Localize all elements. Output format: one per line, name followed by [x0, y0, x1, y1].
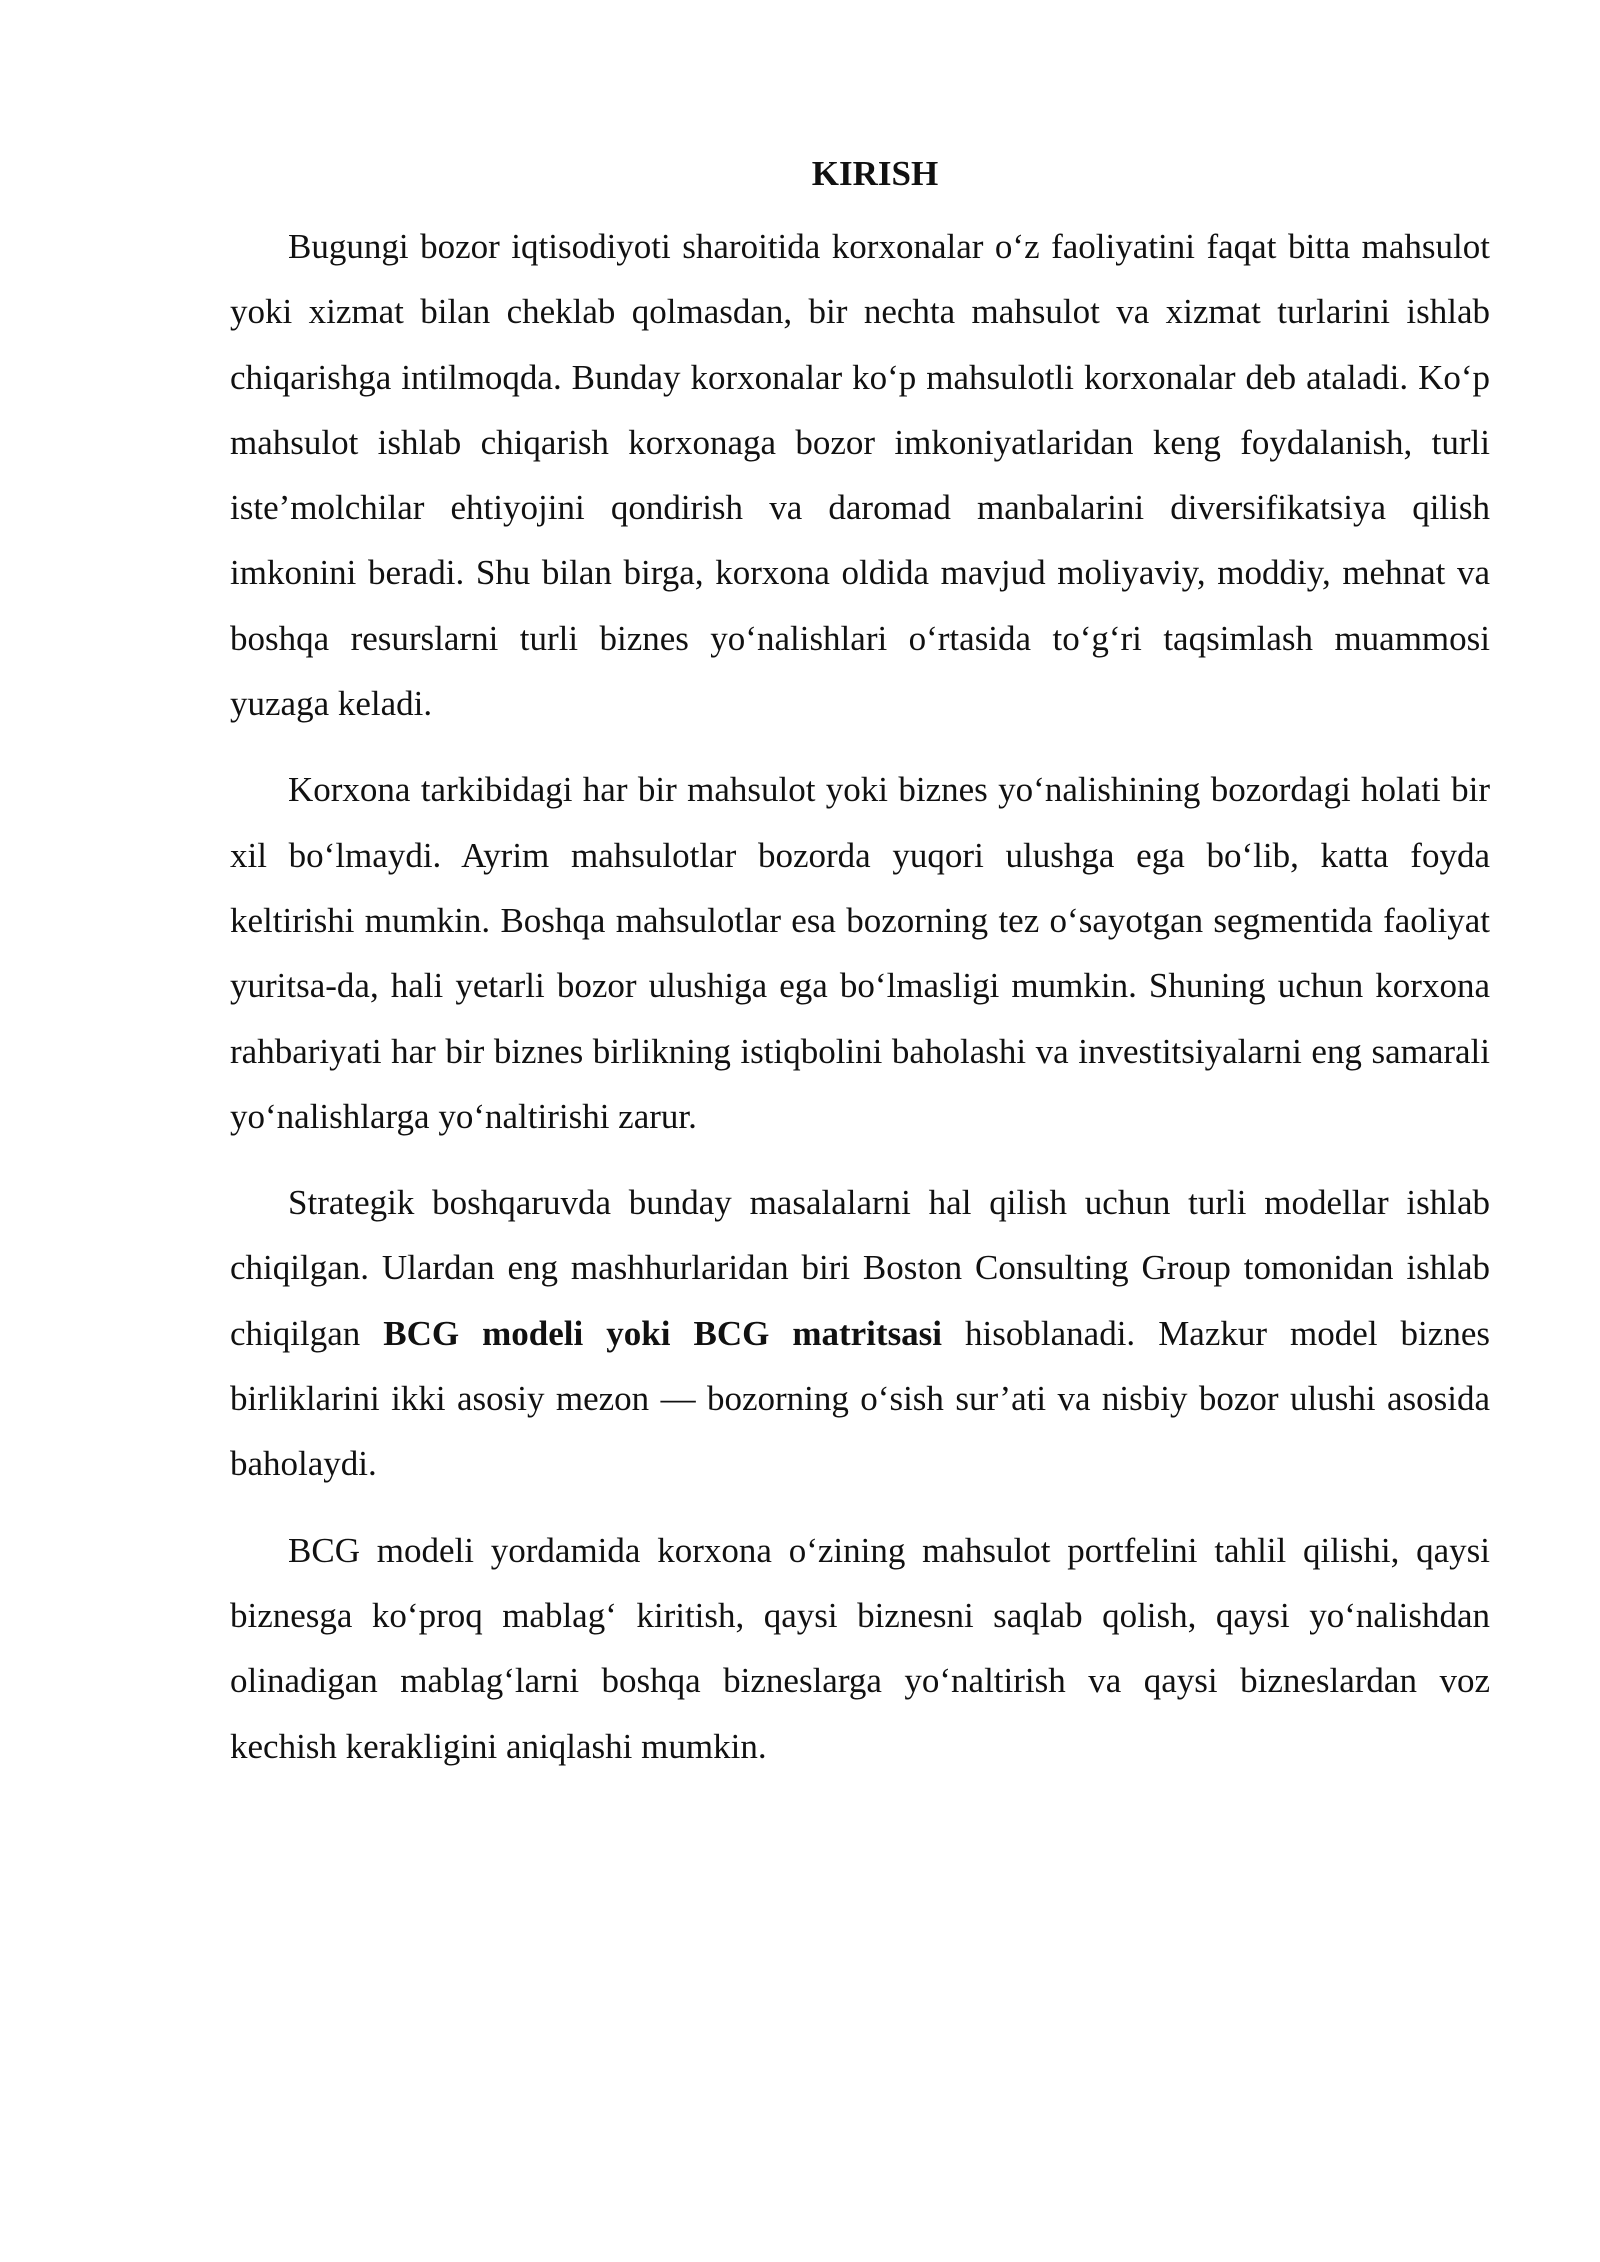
paragraph-3: [230, 1170, 1490, 1496]
paragraph-1: Bugungi bozor iqtisodiyoti sharoitida korxonalar o‘z faoliyatini faqat bitta mahsulot yoki xizmat bilan cheklab qolmasdan, bir nechta mahsulot va xizmat turlarini ishlab chiqarishga intilmoqda. Bunday korxonalar ko‘p mahsulotli korxonalar deb ataladi. Ko‘p mahsulot ishlab chiqarish korxonaga bozor imkoniyatlaridan keng foydalanish, turli iste’molchilar ehtiyojini qondirish va daromad manbalarini diversifikatsiya qilish imkonini beradi. Shu bilan birga, korxona oldida mavjud moliyaviy, moddiy, mehnat va boshqa resurslarni turli biznes yo‘nalishlari o‘rtasida to‘g‘ri taqsimlash muammosi yuzaga keladi.: [230, 227, 1490, 724]
document-content: [230, 148, 1490, 1800]
paragraph-4: BCG modeli yordamida korxona o‘zining mahsulot portfelini tahlil qilishi, qaysi biznesga ko‘proq mablag‘ kiritish, qaysi biznesni saqlab qolish, qaysi yo‘nalishdan olinadigan mablag‘larni boshqa bizneslarga yo‘naltirish va qaysi bizneslardan voz kechish kerakligini aniqlashi mumkin.: [230, 1530, 1490, 1766]
paragraph-2: Korxona tarkibidagi har bir mahsulot yoki biznes yo‘nalishining bozordagi holati bir xil bo‘lmaydi. Ayrim mahsulotlar bozorda yuqori ulushga ega bo‘lib, katta foyda keltirishi mumkin. Boshqa mahsulotlar esa bozorning tez o‘sayotgan segmentida faoliyat yuritsa-da, hali yetarli bozor ulushiga ega bo‘lmasligi mumkin. Shuning uchun korxona rahbariyati har bir biznes birlikning istiqbolini baholashi va investitsiyalarni eng samarali yo‘nalishlarga yo‘naltirishi zarur.: [230, 770, 1490, 1136]
paragraph-3-text-after: hisoblanadi. Mazkur model biznes birliklarini ikki asosiy mezon — bozorning o‘sish sur’ati va nisbiy bozor ulushi asosida baholaydi.: [230, 1313, 1490, 1484]
section-heading: KIRISH: [811, 154, 939, 193]
bcg-model-term: BCG modeli yoki BCG matritsasi: [383, 1313, 943, 1353]
paragraph-3-text-before: Strategik boshqaruvda bunday masalalarni hal qilish uchun turli modellar ishlab chiqilgan. Ulardan eng mashhurlaridan biri Boston Consulting Group tomonidan ishlab chiqilgan: [230, 1183, 1490, 1353]
